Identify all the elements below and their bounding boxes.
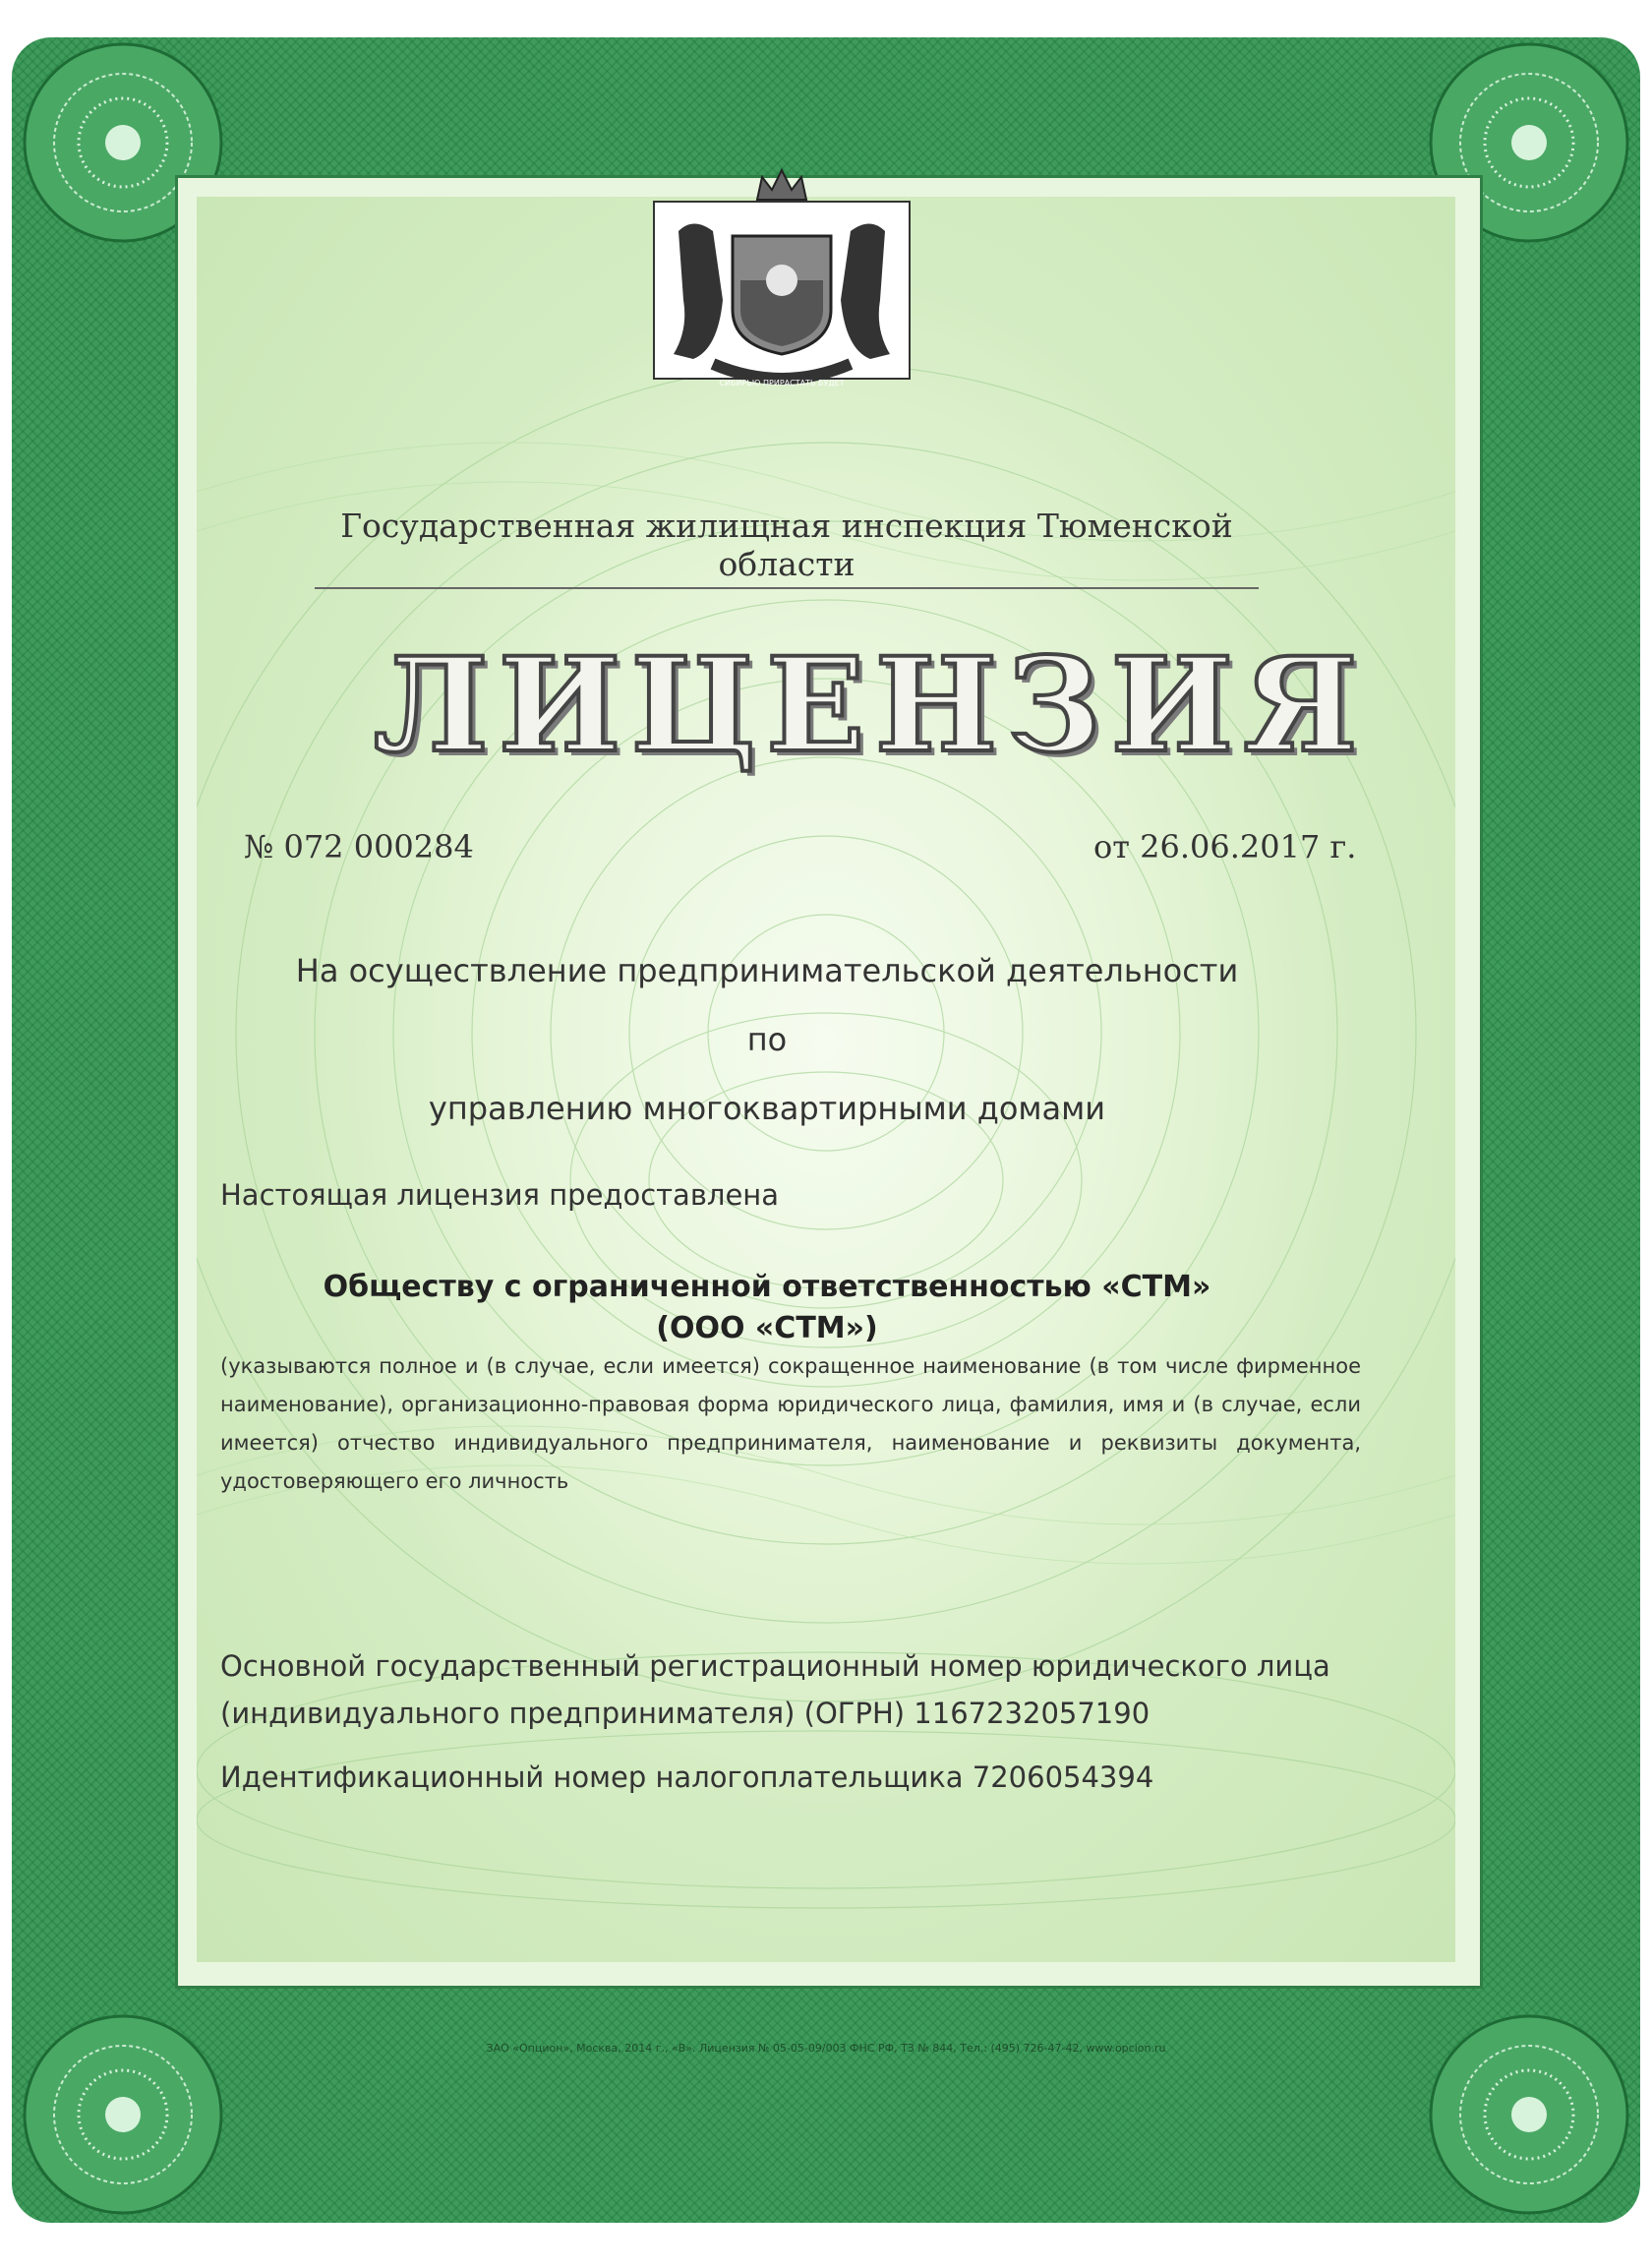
activity-line-2: управлению многоквартирными домами	[428, 1090, 1106, 1127]
issuing-authority: Государственная жилищная инспекция Тюменской области	[315, 507, 1259, 589]
activity-line-1: На осуществление предпринимательской деятельности по	[295, 952, 1239, 1058]
license-number: № 072 000284	[244, 828, 474, 865]
corner-rosette-bottom-left	[20, 2011, 226, 2218]
svg-text:СИБИРЬЮ ПРИРАСТАТЬ БУДЕТ: СИБИРЬЮ ПРИРАСТАТЬ БУДЕТ	[719, 379, 845, 388]
printer-imprint: ЗАО «Опцион», Москва, 2014 г., «В». Лицензия № 05-05-09/003 ФНС РФ, ТЗ № 844, Тел.: (495) 726-47-42, www.opcion.ru	[486, 2042, 1166, 2055]
granted-to-label: Настоящая лицензия предоставлена	[220, 1178, 780, 1212]
explanatory-note: (указываются полное и (в случае, если имеется) сокращенное наименование (в том числе фирменное наименование), организационно-правовая форма юридического лица, фамилия, имя и (в случае, если имеется) отчество индивидуального предпринимателя, наименование и реквизиты документа, удостоверяющего его личность	[220, 1354, 1361, 1493]
inn-line: Идентификационный номер налогоплательщика 7206054394	[220, 1760, 1154, 1794]
ogrn-block	[220, 1642, 1331, 1737]
corner-rosette-bottom-right	[1426, 2011, 1632, 2218]
ogrn-line-2: (индивидуального предпринимателя) (ОГРН) 1167232057190	[220, 1697, 1150, 1730]
company-full-name: Обществу с ограниченной ответственностью «СТМ»	[323, 1270, 1211, 1304]
coat-of-arms-emblem	[634, 162, 929, 398]
company-name	[275, 1267, 1259, 1349]
ogrn-line-1: Основной государственный регистрационный номер юридического лица	[220, 1649, 1330, 1683]
company-short-name: (ООО «СТМ»)	[656, 1311, 878, 1345]
activity-description	[275, 936, 1259, 1143]
license-date: от 26.06.2017 г.	[1093, 828, 1357, 865]
document-title: ЛИЦЕНЗИЯ	[374, 629, 1368, 782]
